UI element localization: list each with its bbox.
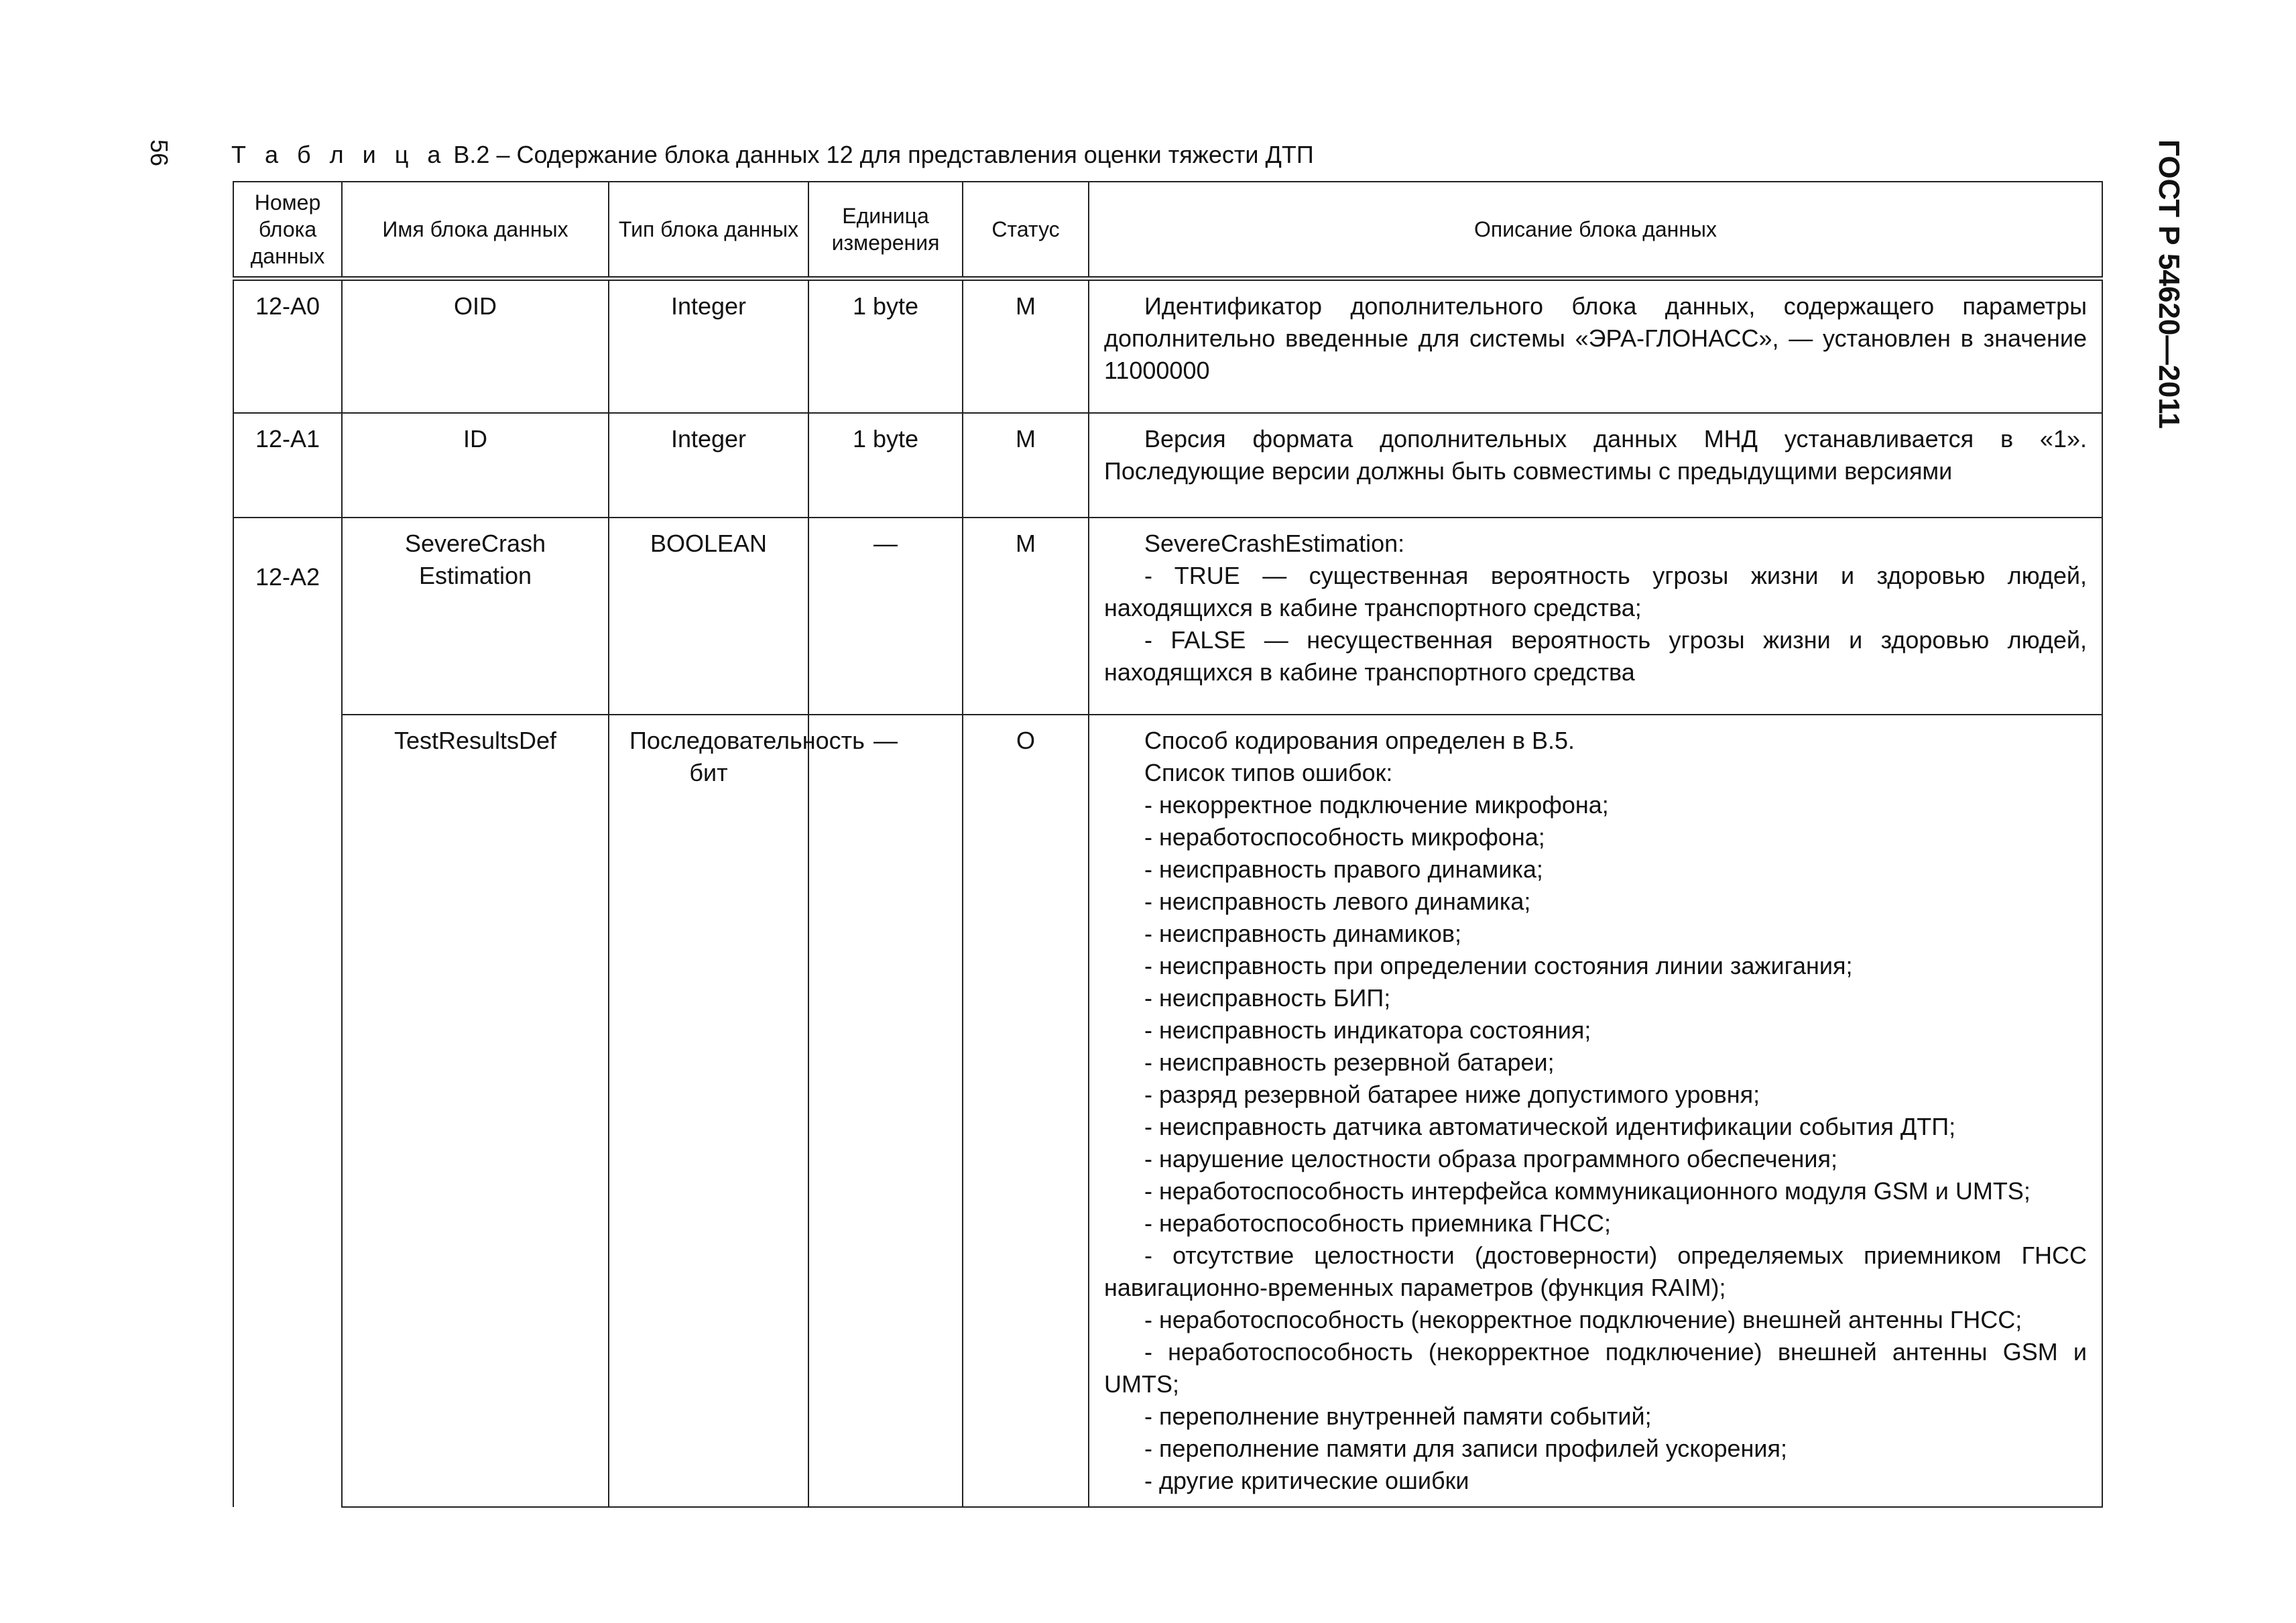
header-unit: Единица измерения xyxy=(808,182,963,279)
table-row xyxy=(233,413,2102,518)
cell-name: OID xyxy=(342,279,609,414)
desc-line: - неисправность правого динамика; xyxy=(1144,855,1543,883)
desc-line: - неисправность левого динамика; xyxy=(1144,888,1531,915)
desc-line: Список типов ошибок: xyxy=(1144,759,1393,786)
cell-name: ID xyxy=(342,413,609,518)
desc-line: - некорректное подключение микрофона; xyxy=(1144,791,1609,819)
document-code: ГОСТ Р 54620—2011 xyxy=(2153,139,2185,429)
desc-line: - неисправность динамиков; xyxy=(1144,920,1461,947)
cell-num: 12-A1 xyxy=(233,413,342,518)
header-num: Номер блока данных xyxy=(233,182,342,279)
desc-line: - неработоспособность (некорректное подключение) внешней антенны GSM и UMTS; xyxy=(1104,1338,2087,1398)
desc-line: - неисправность резервной батареи; xyxy=(1144,1048,1555,1076)
cell-unit: — xyxy=(808,518,963,715)
table-row xyxy=(233,279,2102,414)
desc-line: - неисправность датчика автоматической идентификации события ДТП; xyxy=(1144,1113,1956,1140)
table-row xyxy=(233,715,2102,1507)
cell-type: Integer xyxy=(609,413,808,518)
cell-num-value: 12-A2 xyxy=(255,563,320,591)
desc-line: SevereCrashEstimation: xyxy=(1144,530,1405,557)
desc-line: - неработоспособность приемника ГНСС; xyxy=(1144,1209,1612,1237)
desc-line: - неисправность индикатора состояния; xyxy=(1144,1016,1591,1044)
desc-line: - неисправность БИП; xyxy=(1144,984,1391,1012)
desc-line: - разряд резервной батарее ниже допустимого уровня; xyxy=(1144,1081,1760,1108)
table-row xyxy=(233,518,2102,715)
cell-unit: 1 byte xyxy=(808,279,963,414)
cell-type: BOOLEAN xyxy=(609,518,808,715)
desc-line: Способ кодирования определен в В.5. xyxy=(1144,727,1575,754)
header-desc: Описание блока данных xyxy=(1089,182,2102,279)
desc-line: - неработоспособность микрофона; xyxy=(1144,823,1545,851)
cell-num xyxy=(233,518,342,715)
cell-status: M xyxy=(963,518,1089,715)
cell-name: SevereCrash Estimation xyxy=(342,518,609,715)
cell-status: M xyxy=(963,279,1089,414)
cell-name: TestResultsDef xyxy=(342,715,609,1507)
cell-unit: — xyxy=(808,715,963,1507)
desc-line: - неисправность при определении состояния линии зажигания; xyxy=(1144,952,1853,979)
cell-unit: 1 byte xyxy=(808,413,963,518)
header-type: Тип блока данных xyxy=(609,182,808,279)
table-title xyxy=(231,141,1314,169)
cell-num xyxy=(233,715,342,1507)
header-name: Имя блока данных xyxy=(342,182,609,279)
cell-type: Integer xyxy=(609,279,808,414)
desc-line: - неработоспособность (некорректное подключение) внешней антенны ГНСС; xyxy=(1144,1306,2022,1333)
desc-line: - отсутствие целостности (достоверности) определяемых приемником ГНСС навигационно-временных параметров (функция RAIM); xyxy=(1104,1242,2087,1301)
cell-type: Последовательность бит xyxy=(609,715,808,1507)
cell-status: O xyxy=(963,715,1089,1507)
table-label: Т а б л и ц а xyxy=(231,141,447,168)
cell-desc: Версия формата дополнительных данных МНД устанавливается в «1». Последующие версии должны быть совместимы с предыдущими версиями xyxy=(1089,413,2102,518)
table-header-row xyxy=(233,182,2102,279)
header-status: Статус xyxy=(963,182,1089,279)
desc-line: - FALSE — несущественная вероятность угрозы жизни и здоровью людей, находящихся в кабине транспортного средства xyxy=(1104,626,2087,686)
desc-line: - TRUE — существенная вероятность угрозы жизни и здоровью людей, находящихся в кабине транспортного средства; xyxy=(1104,562,2087,621)
desc-line: - другие критические ошибки xyxy=(1144,1467,1469,1494)
cell-desc xyxy=(1089,715,2102,1507)
cell-num: 12-A0 xyxy=(233,279,342,414)
desc-line: - переполнение памяти для записи профилей ускорения; xyxy=(1144,1435,1788,1462)
desc-line: - переполнение внутренней памяти событий; xyxy=(1144,1402,1652,1430)
table-caption: В.2 – Содержание блока данных 12 для представления оценки тяжести ДТП xyxy=(453,141,1314,168)
cell-desc xyxy=(1089,518,2102,715)
data-block-table xyxy=(233,181,2103,1508)
desc-line: - неработоспособность интерфейса коммуникационного модуля GSM и UMTS; xyxy=(1144,1177,2031,1205)
cell-desc: Идентификатор дополнительного блока данных, содержащего параметры дополнительно введенные для системы «ЭРА-ГЛОНАСС», — установлен в значение 11000000 xyxy=(1089,279,2102,414)
page-number: 56 xyxy=(145,139,173,167)
cell-status: M xyxy=(963,413,1089,518)
desc-line: - нарушение целостности образа программного обеспечения; xyxy=(1144,1145,1838,1173)
